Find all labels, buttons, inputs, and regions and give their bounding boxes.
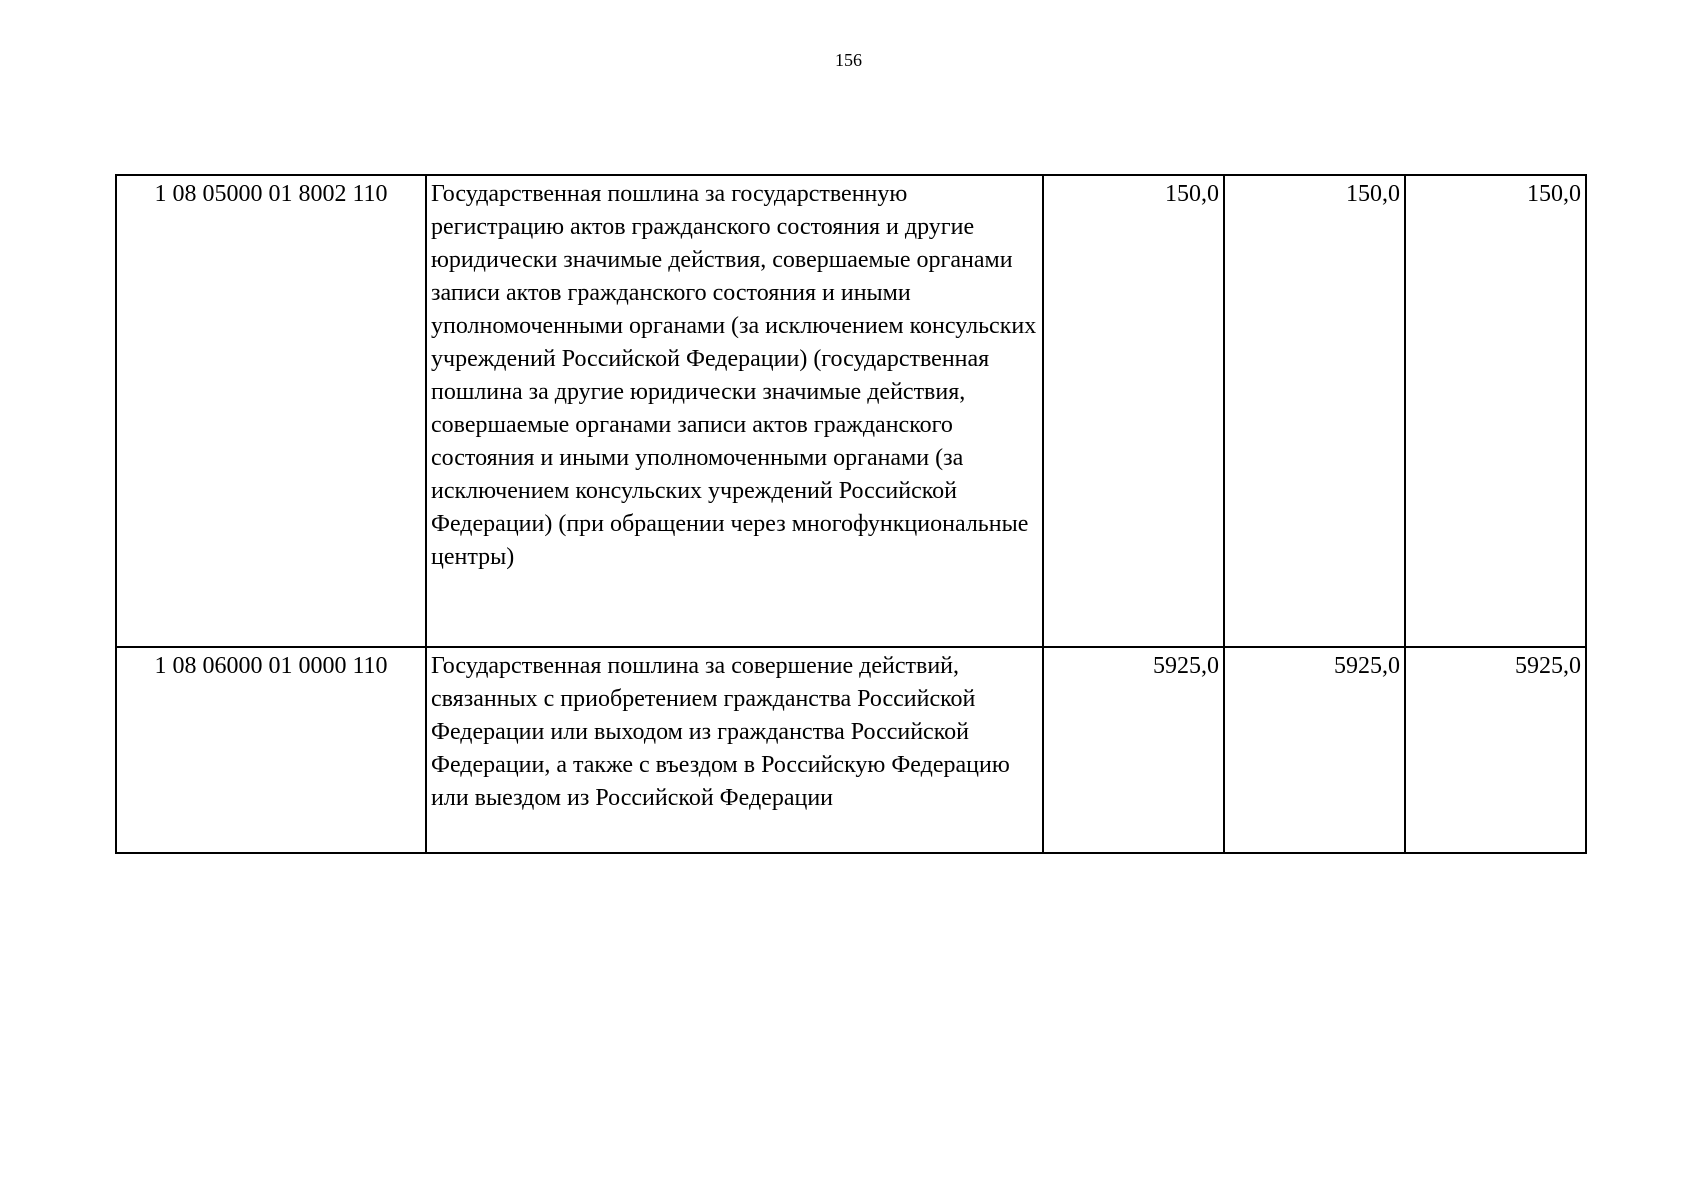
amount-year-3: 5925,0 [1405,647,1586,853]
amount-year-1: 5925,0 [1043,647,1224,853]
revenue-description: Государственная пошлина за совершение действий, связанных с приобретением гражданства Российской Федерации или выходом из гражданства Российской Федерации, а также с въездом в Российскую Федерацию или выездом из Российской Федерации [426,647,1043,853]
page-number: 156 [835,50,862,70]
amount-year-3: 150,0 [1405,175,1586,647]
amount-year-2: 150,0 [1224,175,1405,647]
budget-classification-code: 1 08 06000 01 0000 110 [116,647,426,853]
revenue-description: Государственная пошлина за государственную регистрацию актов гражданского состояния и другие юридически значимые действия, совершаемые органами записи актов гражданского состояния и иными уполномоченными органами (за исключением консульских учреждений Российской Федерации) (государственная пошлина за другие юридически значимые действия, совершаемые органами записи актов гражданского состояния и иными уполномоченными органами (за исключением консульских учреждений Российской Федерации) (при обращении через многофункциональные центры) [426,175,1043,647]
amount-year-2: 5925,0 [1224,647,1405,853]
budget-classification-code: 1 08 05000 01 8002 110 [116,175,426,647]
amount-year-1: 150,0 [1043,175,1224,647]
table-row [116,647,1586,853]
table-row [116,175,1586,647]
budget-revenue-table [115,174,1587,854]
